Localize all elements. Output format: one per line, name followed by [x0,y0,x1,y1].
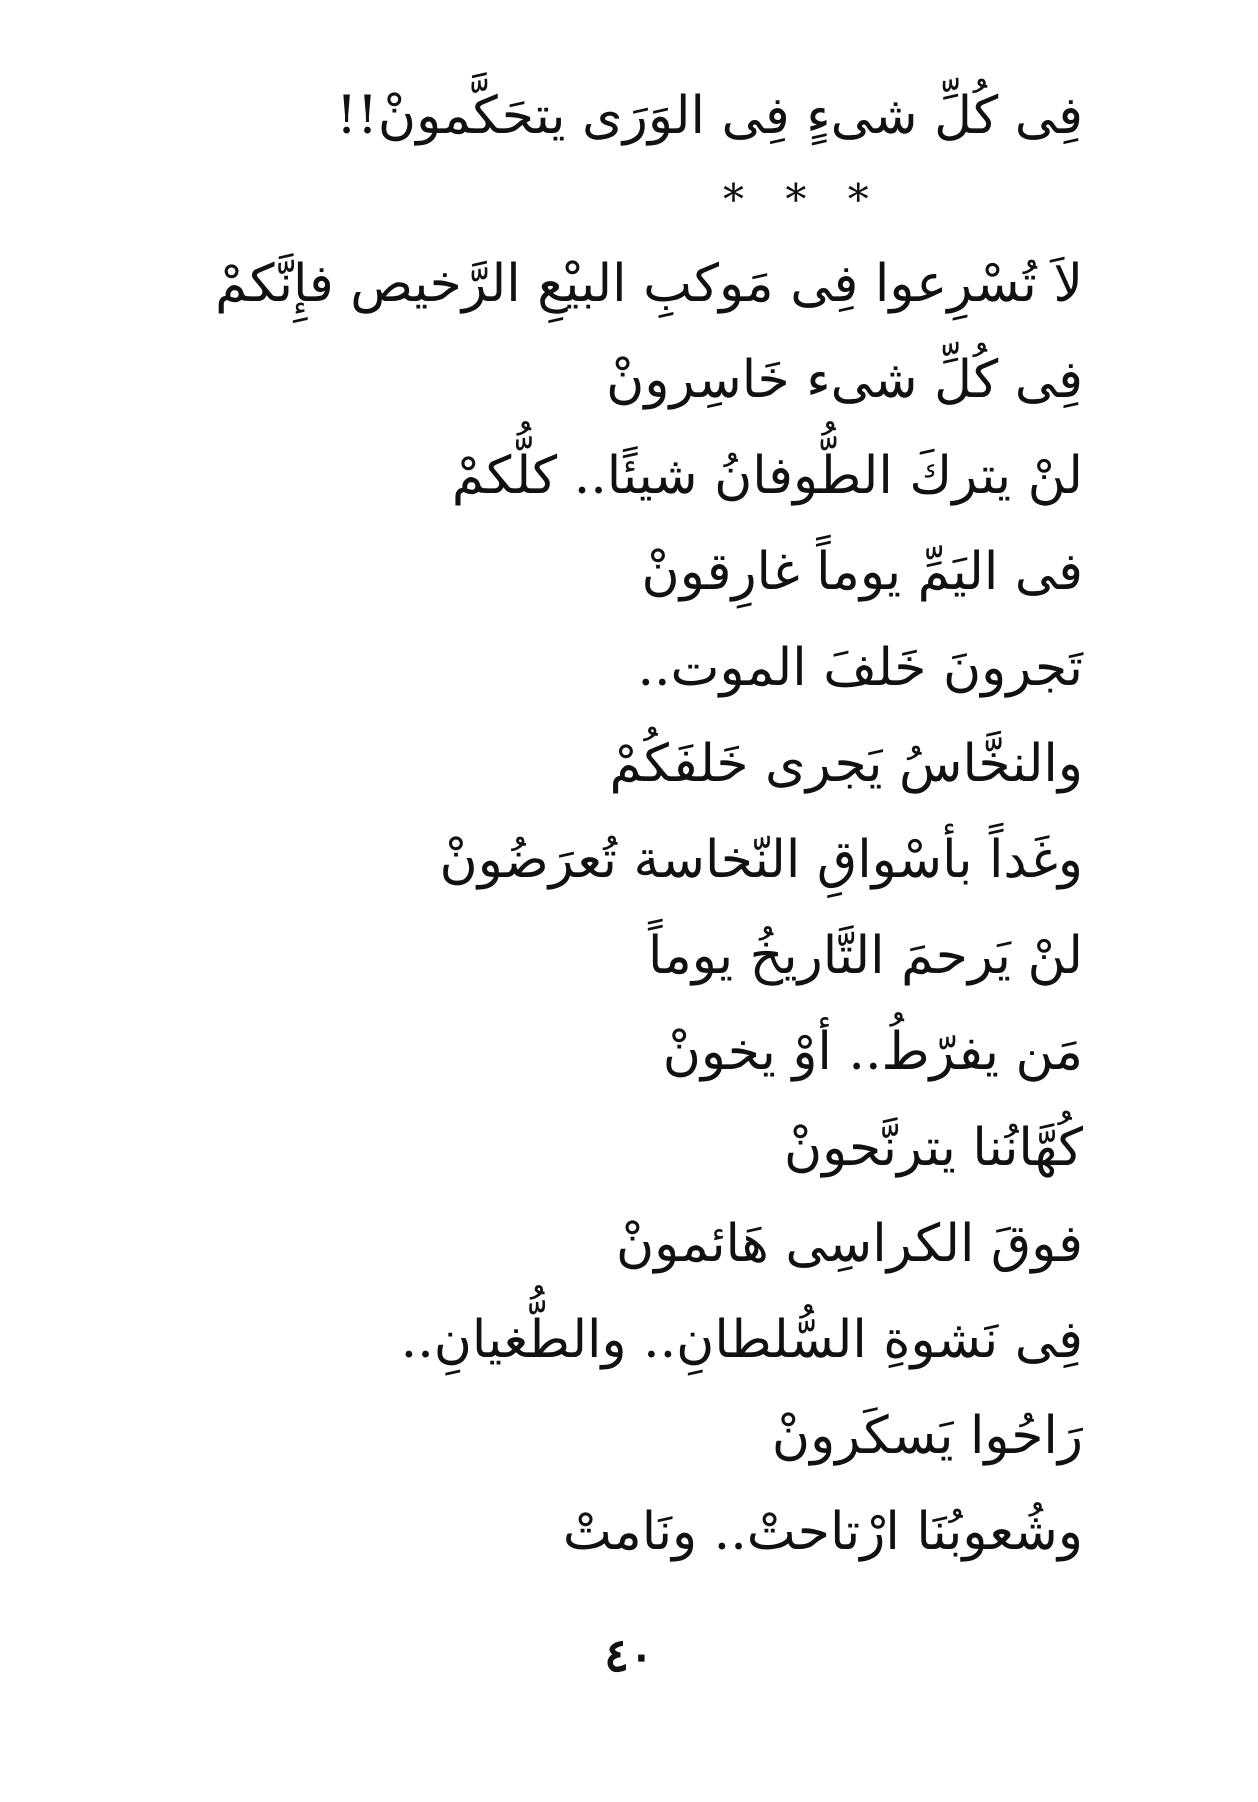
poem-line: لنْ يتركَ الطُّوفانُ شيئًا.. كلُّكمْ [451,446,1083,506]
poem-line: وشُعوبُنَا ارْتاحتْ.. ونَامتْ [562,1502,1083,1562]
poem-line: تَجرونَ خَلفَ الموت.. [637,638,1083,698]
poem-line: رَاحُوا يَسكَرونْ [771,1406,1083,1466]
poem-text [215,68,1083,1580]
poem-line: لاَ تُسْرِعوا فِى مَوكبِ البيْعِ الرَّخيص فإِنَّكمْ [215,254,1083,314]
poem-line: فِى كُلِّ شىءٍ فِى الوَرَى يتحَكَّمونْ!! [336,86,1083,146]
poem-line: فِى نَشوةِ السُّلطانِ.. والطُّغيانِ.. [400,1310,1083,1370]
page-number: ٤٠ [604,1628,654,1682]
poem-line: لنْ يَرحمَ التَّاريخُ يوماً [648,926,1083,986]
poem-line: والنخَّاسُ يَجرى خَلفَكُمْ [609,734,1083,794]
poem-line: فوقَ الكراسِى هَائمونْ [615,1214,1083,1274]
poem-line: وغَداً بأسْواقِ النّخاسة تُعرَضُونْ [439,830,1083,890]
poem-line: مَن يفرّطُ.. أوْ يخونْ [662,1022,1083,1082]
poem-line: فِى كُلِّ شىء خَاسِرونْ [606,350,1083,410]
section-separator: * * * [723,175,883,224]
poem-line: فى اليَمِّ يوماً غارِقونْ [641,542,1083,602]
poem-line: كُهَّانُنا يترنَّحونْ [783,1118,1083,1178]
